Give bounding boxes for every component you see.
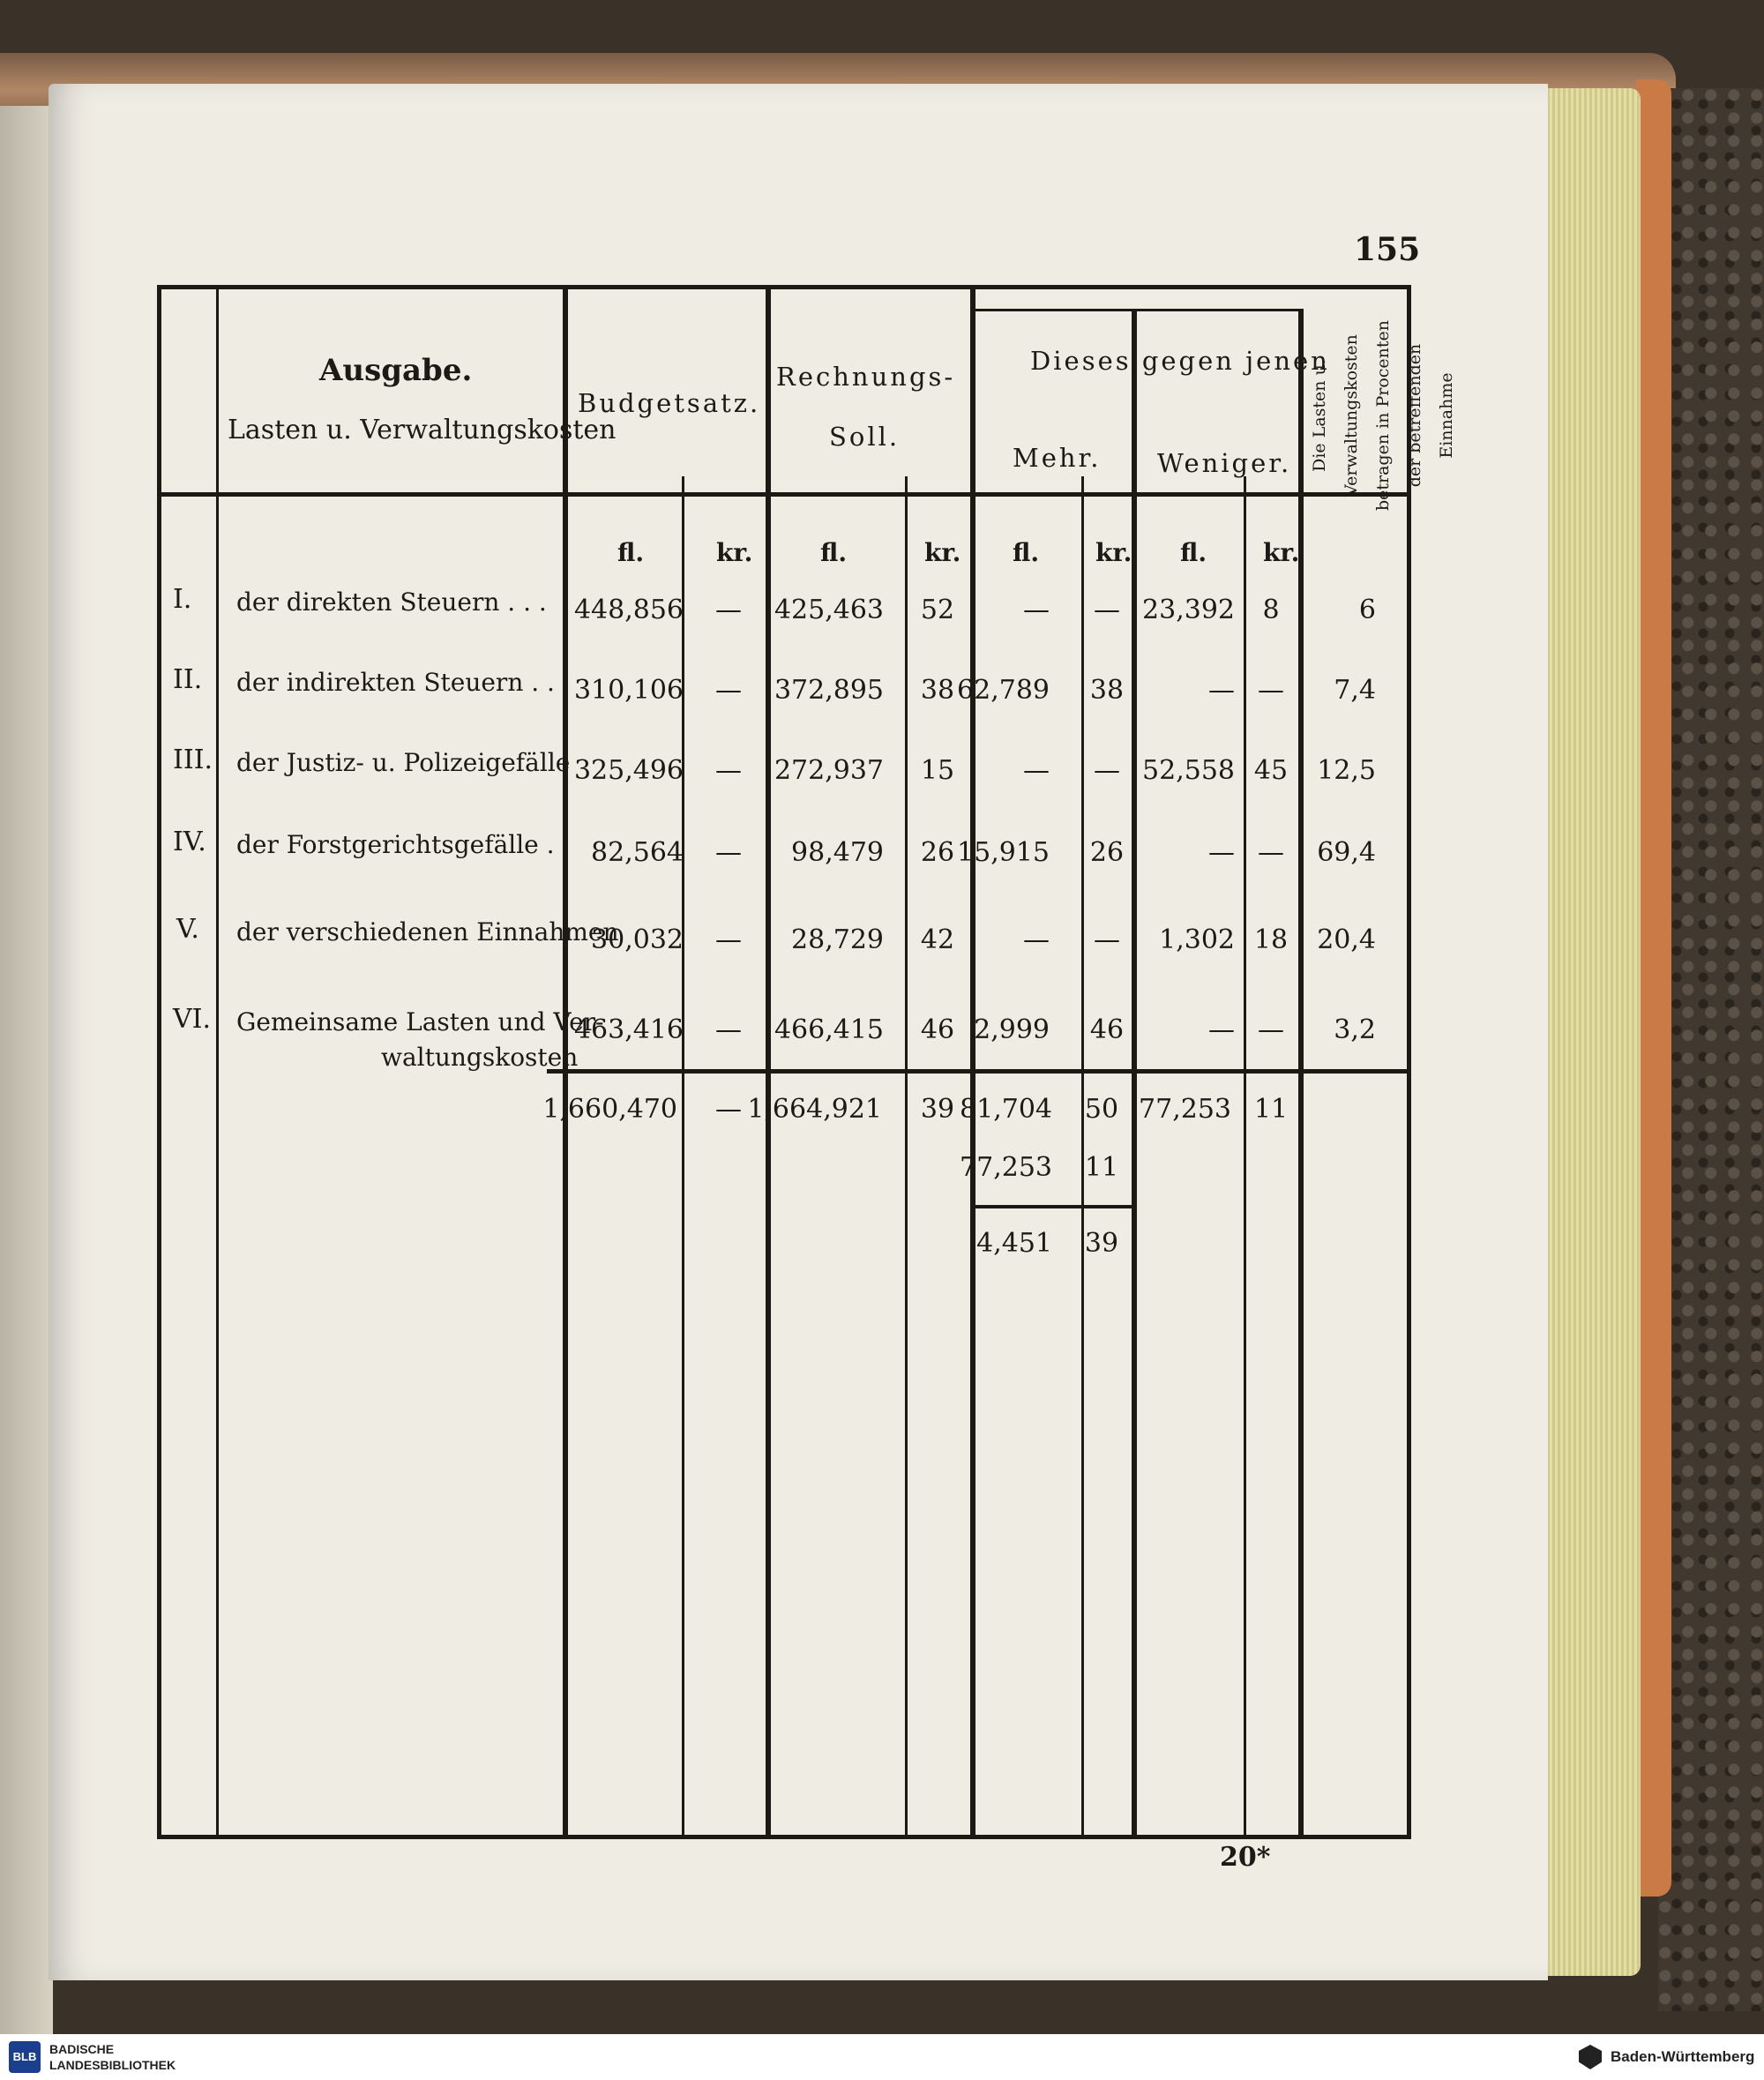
- page-number: 155: [1354, 231, 1421, 268]
- cell-pct: 3,2: [1334, 1014, 1376, 1045]
- header-rechnung: Rechnungs-: [776, 362, 956, 392]
- cell-budget-kr: —: [715, 1014, 742, 1045]
- cell-budget-kr: —: [715, 755, 742, 786]
- cell-soll-kr: 15: [920, 755, 955, 786]
- total-diff-kr: 39: [1084, 1228, 1119, 1259]
- cell-mehr-fl: 2,999: [974, 1014, 1050, 1045]
- row-roman: III.: [173, 744, 213, 775]
- cell-mehr-fl: 62,789: [957, 675, 1050, 706]
- table-vertical-rule: [766, 285, 771, 1839]
- cell-soll-fl: 466,415: [774, 1014, 884, 1045]
- book-spine-edge: [1636, 79, 1671, 1897]
- cell-pct: 20,4: [1317, 924, 1376, 955]
- cell-budget-fl: 310,106: [573, 675, 684, 706]
- table-vertical-rule: [970, 285, 975, 1839]
- sheet-signature: 20*: [1220, 1842, 1271, 1873]
- cell-budget-fl: 463,416: [573, 1014, 684, 1045]
- unit-fl: fl.: [1013, 538, 1040, 567]
- cell-pct: 12,5: [1317, 755, 1376, 786]
- row-label: der direkten Steuern . . .: [236, 587, 547, 617]
- cell-weniger-fl: —: [1208, 675, 1235, 706]
- cell-pct: 69,4: [1317, 837, 1376, 868]
- cell-budget-kr: —: [715, 595, 742, 625]
- header-title: Ausgabe.: [319, 353, 473, 388]
- row-label-cont: waltungskosten: [381, 1043, 579, 1072]
- library-name[interactable]: [49, 2041, 176, 2073]
- cell-weniger-fl: 23,392: [1142, 595, 1235, 625]
- cell-weniger-kr: —: [1258, 1014, 1284, 1045]
- total-soll-kr: 39: [920, 1094, 955, 1125]
- cell-budget-kr: —: [715, 924, 742, 955]
- cell-mehr-kr: 38: [1089, 675, 1125, 706]
- row-roman: IV.: [173, 827, 206, 857]
- state-name[interactable]: Baden-Württemberg: [1611, 2048, 1755, 2065]
- cell-weniger-fl: —: [1208, 837, 1235, 868]
- total-budget-fl: 1,660,470: [542, 1094, 677, 1125]
- cell-soll-fl: 372,895: [774, 675, 884, 706]
- library-name-line2: LANDESBIBLIOTHEK: [49, 2058, 176, 2072]
- cell-budget-fl: 325,496: [573, 755, 684, 786]
- table-horizontal-rule: [970, 309, 1298, 311]
- cell-budget-fl: 448,856: [573, 595, 684, 625]
- row-label: der verschiedenen Einnahmen: [236, 917, 619, 946]
- cell-soll-fl: 272,937: [774, 755, 884, 786]
- total-sub-kr: 11: [1084, 1152, 1119, 1183]
- total-diff-fl: 4,451: [976, 1228, 1052, 1259]
- cell-pct: 6: [1358, 595, 1376, 625]
- cell-mehr-kr: 26: [1089, 837, 1125, 868]
- unit-kr: kr.: [1263, 538, 1300, 567]
- cell-mehr-kr: —: [1094, 924, 1120, 955]
- cell-weniger-kr: —: [1258, 675, 1284, 706]
- unit-fl: fl.: [1180, 538, 1207, 567]
- total-weniger-kr: 11: [1253, 1094, 1289, 1125]
- row-label: der Justiz- u. Polizeigefälle: [236, 748, 571, 777]
- unit-kr: kr.: [716, 538, 753, 567]
- row-label: Gemeinsame Lasten und Ver-: [236, 1007, 604, 1036]
- table-horizontal-rule: [157, 492, 1411, 497]
- table-vertical-rule: [216, 285, 219, 1839]
- cell-soll-fl: 425,463: [774, 595, 884, 625]
- row-roman: VI.: [173, 1004, 212, 1035]
- blb-logo-icon[interactable]: BLB: [9, 2041, 41, 2073]
- row-label: der indirekten Steuern . .: [236, 668, 555, 697]
- library-name-line1: BADISCHE: [49, 2042, 115, 2056]
- cell-soll-kr: 46: [920, 1014, 955, 1045]
- row-label: der Forstgerichtsgefälle . .: [236, 830, 571, 859]
- cell-weniger-kr: —: [1258, 837, 1284, 868]
- total-budget-kr: —: [715, 1094, 742, 1125]
- table-vertical-rule: [1132, 309, 1137, 1839]
- cell-mehr-kr: —: [1094, 755, 1120, 786]
- cell-pct: 7,4: [1334, 675, 1376, 706]
- marbled-cover: [1658, 88, 1764, 2011]
- cell-budget-kr: —: [715, 837, 742, 868]
- cell-budget-fl: 82,564: [591, 837, 684, 868]
- table-horizontal-rule: [547, 1069, 1411, 1074]
- cell-soll-kr: 38: [920, 675, 955, 706]
- unit-fl: fl.: [617, 538, 645, 567]
- row-roman: I.: [173, 584, 192, 615]
- table-horizontal-rule: [970, 1205, 1132, 1208]
- unit-kr: kr.: [924, 538, 961, 567]
- cell-weniger-fl: 52,558: [1142, 755, 1235, 786]
- left-page-edge: [0, 106, 53, 2046]
- unit-fl: fl.: [820, 538, 848, 567]
- cell-soll-kr: 42: [920, 924, 955, 955]
- table-frame: [157, 285, 1456, 1839]
- cell-mehr-kr: 46: [1089, 1014, 1125, 1045]
- header-soll: Soll.: [829, 422, 901, 452]
- cell-soll-fl: 28,729: [791, 924, 884, 955]
- cell-mehr-kr: —: [1094, 595, 1120, 625]
- cell-weniger-kr: 18: [1253, 924, 1289, 955]
- header-budget: Budgetsatz.: [578, 388, 761, 418]
- total-mehr-kr: 50: [1084, 1094, 1119, 1125]
- cell-budget-kr: —: [715, 675, 742, 706]
- cell-mehr-fl: —: [1023, 755, 1050, 786]
- row-roman: II.: [173, 664, 203, 695]
- cell-soll-fl: 98,479: [791, 837, 884, 868]
- total-sub-fl: 77,253: [960, 1152, 1052, 1183]
- header-mehr: Mehr.: [1013, 443, 1102, 473]
- cell-weniger-fl: 1,302: [1159, 924, 1235, 955]
- header-comparison: Dieses gegen jenen: [1030, 346, 1330, 376]
- cell-soll-kr: 52: [920, 595, 955, 625]
- state-coat-of-arms-icon[interactable]: [1579, 2045, 1602, 2069]
- cell-weniger-kr: 45: [1253, 755, 1289, 786]
- cell-mehr-fl: 15,915: [957, 837, 1050, 868]
- cell-weniger-fl: —: [1208, 1014, 1235, 1045]
- viewer-footer-bar: [0, 2034, 1764, 2080]
- cell-mehr-fl: —: [1023, 924, 1050, 955]
- cell-weniger-kr: 8: [1262, 595, 1280, 625]
- header-percent-note-text: Die Lasten u. Verwaltungskosten betragen in Procenten der betreffenden Einnahme: [1310, 319, 1456, 512]
- header-percent-note: [1304, 319, 1456, 512]
- header-weniger: Weniger.: [1157, 448, 1292, 478]
- row-roman: V.: [176, 914, 199, 945]
- total-soll-fl: 1,664,921: [747, 1094, 882, 1125]
- total-mehr-fl: 81,704: [960, 1094, 1052, 1125]
- cell-budget-fl: 30,032: [591, 924, 684, 955]
- cell-soll-kr: 26: [920, 837, 955, 868]
- cell-mehr-fl: —: [1023, 595, 1050, 625]
- header-subtitle: Lasten u. Verwaltungskosten: [228, 415, 617, 445]
- unit-kr: kr.: [1095, 538, 1132, 567]
- total-weniger-fl: 77,253: [1139, 1094, 1231, 1125]
